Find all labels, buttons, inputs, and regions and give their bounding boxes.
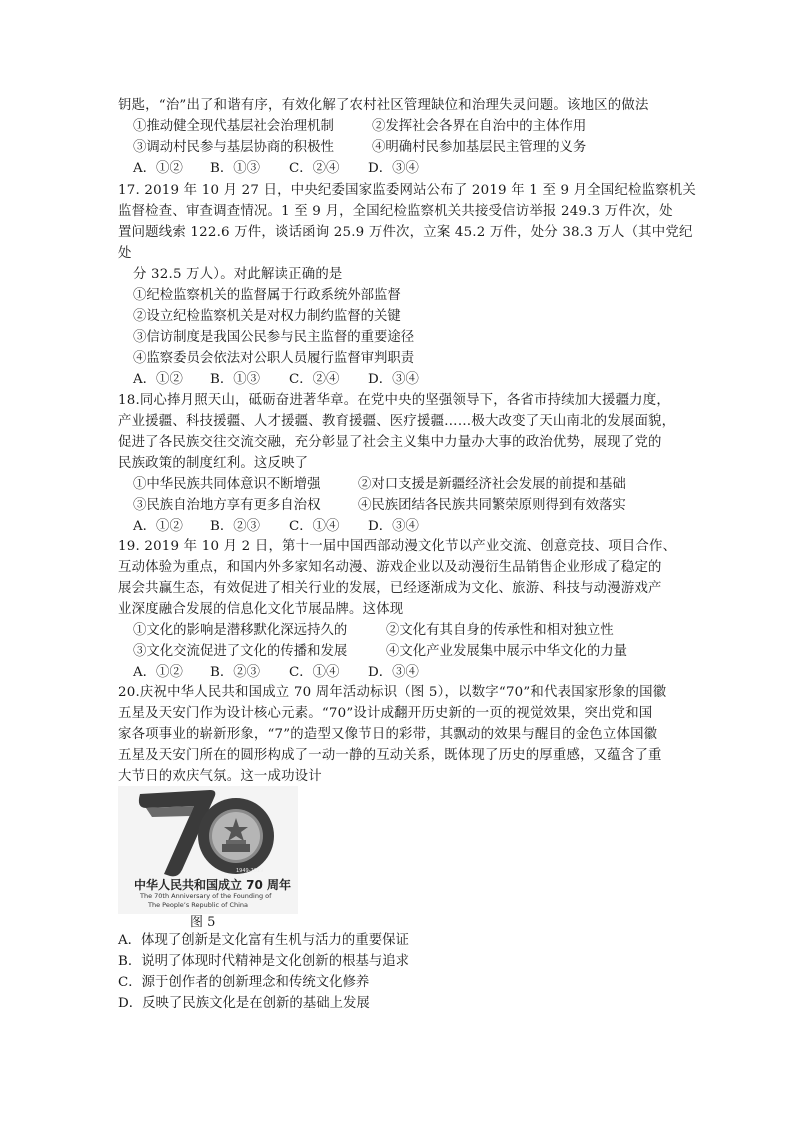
- q19-choice-d: D．③④: [368, 665, 419, 680]
- q16-item-3: ③调动村民参与基层协商的积极性: [133, 140, 334, 155]
- q16-stem-tail: 钥匙，“治”出了和谐有序，有效化解了农村社区管理缺位和治理失灵问题。该地区的做法: [118, 98, 649, 113]
- q18-line-1: 18.同心捧月照天山，砥砺奋进著华章。在党中央的坚强领导下，各省市持续加大援疆力度，: [118, 393, 670, 408]
- q16-item-2: ②发挥社会各界在自治中的主体作用: [372, 119, 587, 134]
- q19-choice-a: A．①②: [133, 665, 183, 680]
- q20-option-c: C．源于创作者的创新理念和传统文化修养: [118, 975, 370, 990]
- anniversary-logo-figure: [118, 786, 298, 914]
- q17-item-3: ③信访制度是我国公民参与民主监督的重要途径: [133, 330, 415, 345]
- q18-item-2: ②对口支援是新疆经济社会发展的前提和基础: [358, 477, 626, 492]
- q20-option-d: D．反映了民族文化是在创新的基础上发展: [118, 996, 370, 1011]
- q18-choice-b: B．②③: [210, 519, 261, 534]
- q18-line-4: 民族政策的制度红利。这反映了: [118, 456, 309, 471]
- q17-choice-b: B．①③: [210, 372, 261, 387]
- q17-line-4: 处: [118, 246, 132, 261]
- logo-years: 1949-2019: [236, 868, 264, 874]
- q19-line-1: 19. 2019 年 10 月 2 日，第十一届中国西部动漫文化节以产业交流、创意竞技、项目合作、: [118, 539, 677, 554]
- q20-line-4: 五星及天安门所在的圆形构成了一动一静的互动关系，既体现了历史的厚重感，又蕴含了重: [118, 748, 662, 763]
- q16-choice-b: B．①③: [210, 161, 261, 176]
- q17-line-3: 置问题线索 122.6 万件，谈话函询 25.9 万件次，立案 45.2 万件，处分 38.3 万人（其中党纪: [118, 225, 693, 240]
- q16-choice-a: A．①②: [133, 161, 183, 176]
- q18-item-1: ①中华民族共同体意识不断增强: [133, 477, 321, 492]
- q19-line-2: 互动体验为重点，和国内外多家知名动漫、游戏企业以及动漫衍生品销售企业形成了稳定的: [118, 560, 662, 575]
- q18-choice-a: A．①②: [133, 519, 183, 534]
- q20-line-5: 大节日的欢庆气氛。这一成功设计: [118, 769, 322, 784]
- q17-item-4: ④监察委员会依法对公职人员履行监督审判职责: [133, 351, 415, 366]
- q20-line-3: 家各项事业的崭新形象，“7”的造型又像节日的彩带，其飘动的效果与醒目的金色立体国徽: [118, 727, 658, 742]
- q19-choice-b: B．②③: [210, 665, 261, 680]
- q17-line-1: 17. 2019 年 10 月 27 日，中央纪委国家监委网站公布了 2019 年 1 至 9 月全国纪检监察机关: [118, 183, 696, 198]
- q20-option-b: B．说明了体现时代精神是文化创新的根基与追求: [118, 954, 410, 969]
- q18-item-3: ③民族自治地方享有更多自治权: [133, 498, 321, 513]
- logo-cn-title: 中华人民共和国成立 70 周年: [134, 878, 292, 892]
- logo-en-line-1: The 70th Anniversary of the Founding of: [140, 892, 272, 900]
- q20-line-2: 五星及天安门作为设计核心元素。“70”设计成翻开历史新的一页的视觉效果，突出党和国: [118, 706, 653, 721]
- q17-line-2: 监督检查、审查调查情况。1 至 9 月，全国纪检监察机关共接受信访举报 249.3 万件次，处: [118, 204, 673, 219]
- logo-en-line-2: The People’s Republic of China: [148, 901, 249, 909]
- q19-item-1: ①文化的影响是潜移默化深远持久的: [133, 623, 348, 638]
- q19-item-4: ④文化产业发展集中展示中华文化的力量: [386, 644, 628, 659]
- q16-item-1: ①推动健全现代基层社会治理机制: [133, 119, 334, 134]
- q18-item-4: ④民族团结各民族共同繁荣原则得到有效落实: [358, 498, 626, 513]
- q19-choice-c: C．①④: [289, 665, 340, 680]
- q17-item-1: ①纪检监察机关的监督属于行政系统外部监督: [133, 288, 401, 303]
- q18-line-2: 产业援疆、科技援疆、人才援疆、教育援疆、医疗援疆……极大改变了天山南北的发展面貌，: [118, 414, 676, 429]
- q17-item-2: ②设立纪检监察机关是对权力制约监督的关键: [133, 309, 401, 324]
- q17-line-5: 分 32.5 万人）。对此解读正确的是: [133, 267, 343, 282]
- q19-item-3: ③文化交流促进了文化的传播和发展: [133, 644, 348, 659]
- q18-choice-c: C．①④: [289, 519, 340, 534]
- figure-caption: 图 5: [190, 915, 216, 930]
- q16-item-4: ④明确村民参加基层民主管理的义务: [372, 140, 587, 155]
- q18-line-3: 促进了各民族交往交流交融，充分彰显了社会主义集中力量办大事的政治优势，展现了党的: [118, 435, 662, 450]
- q19-item-2: ②文化有其自身的传承性和相对独立性: [386, 623, 614, 638]
- q19-line-3: 展会共赢生态，有效促进了相关行业的发展，已经逐渐成为文化、旅游、科技与动漫游戏产: [118, 581, 662, 596]
- q17-choice-d: D．③④: [368, 372, 419, 387]
- q20-line-1: 20.庆祝中华人民共和国成立 70 周年活动标识（图 5），以数字“70”和代表国家形象的国徽: [118, 685, 667, 700]
- q16-choice-d: D．③④: [368, 161, 419, 176]
- q20-option-a: A．体现了创新是文化富有生机与活力的重要保证: [118, 933, 409, 948]
- q18-choice-d: D．③④: [368, 519, 419, 534]
- q17-choice-a: A．①②: [133, 372, 183, 387]
- q17-choice-c: C．②④: [289, 372, 340, 387]
- q19-line-4: 业深度融合发展的信息化文化节展品牌。这体现: [118, 602, 404, 617]
- q16-choice-c: C．②④: [289, 161, 340, 176]
